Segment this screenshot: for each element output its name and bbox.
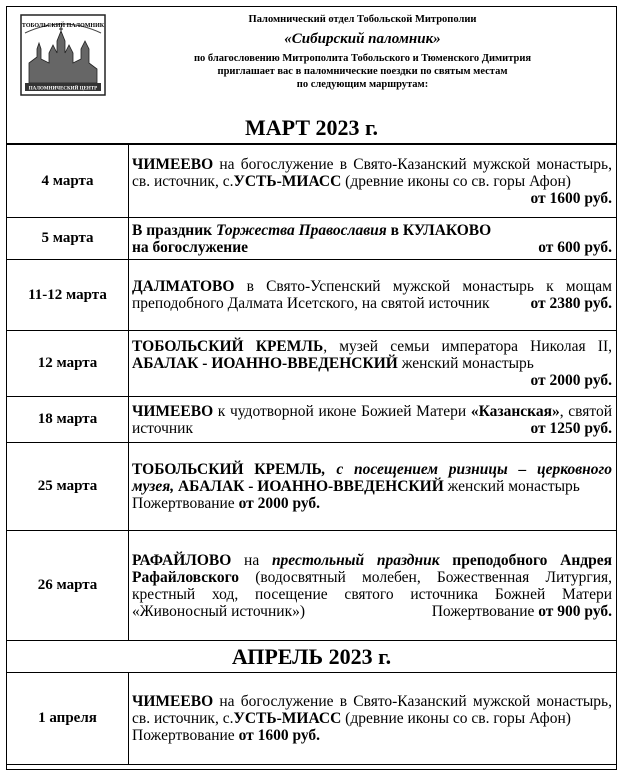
table-row [7, 531, 616, 641]
table-row [7, 218, 616, 260]
trip-price: от 1600 руб. [530, 189, 612, 207]
trip-date: 25 марта [7, 443, 129, 531]
trip-description: В праздник Торжества Православия в КУЛАКОВО на богослужение от 600 руб. [129, 218, 617, 260]
blessing-line: по благословению Митрополита Тобольского и Тюменского Димитрия [193, 53, 532, 64]
flyer-frame [6, 6, 617, 770]
routes-line: по следующим маршрутам: [296, 79, 429, 90]
trip-description: ТОБОЛЬСКИЙ КРЕМЛЬ, музей семьи императора Николая II, АБАЛАК - ИОАННО-ВВЕДЕНСКИЙ женский монастырь от 2000 руб. [129, 331, 617, 397]
month-heading-march: МАРТ 2023 г. [244, 115, 379, 140]
trip-price: от 600 руб. [538, 238, 612, 256]
trip-description: ДАЛМАТОВО в Свято-Успенский мужской монастырь к мощам преподобного Далмата Исетского, на святой источник от 2380 руб. [129, 260, 617, 331]
trip-price: от 900 руб. [538, 602, 612, 620]
header [7, 7, 616, 144]
svg-text:ПАЛОМНИЧЕСКИЙ ЦЕНТР: ПАЛОМНИЧЕСКИЙ ЦЕНТР [28, 86, 98, 92]
table-row [7, 673, 616, 765]
trip-description: ЧИМЕЕВО к чудотворной иконе Божией Матери «Казанская», святой источник от 1250 руб. [129, 397, 617, 443]
program-title: «Сибирский паломник» [284, 31, 441, 47]
trip-description: РАФАЙЛОВО на престольный праздник преподобного Андрея Рафайловского (водосвятный молебен, Божественная Литургия, крестный ход, посещение святого источника Божней Матери «Живоносный источник») Пожертвование от 900 руб. [129, 531, 617, 641]
trip-date: 1 апреля [7, 673, 129, 765]
trip-price: от 1600 руб. [238, 727, 321, 744]
trip-date: 5 марта [7, 218, 129, 260]
table-row [7, 145, 616, 218]
trip-price: от 1250 руб. [530, 419, 612, 437]
month-heading-april: АПРЕЛЬ 2023 г. [7, 641, 616, 673]
table-row [7, 397, 616, 443]
trip-description: ЧИМЕЕВО на богослужение в Свято-Казанский мужской монастырь, св. источник, с.УСТЬ-МИАСС (древние иконы со св. горы Афон) Пожертвование от 1600 руб. [129, 673, 617, 765]
trip-description: ЧИМЕЕВО на богослужение в Свято-Казанский мужской монастырь, св. источник, с.УСТЬ-МИАСС (древние иконы со св. горы Афон) от 1600 руб. [129, 145, 617, 218]
trip-date: 18 марта [7, 397, 129, 443]
schedule-table [7, 144, 616, 765]
trip-date: 12 марта [7, 331, 129, 397]
header-text [117, 13, 608, 91]
table-row [7, 443, 616, 531]
trip-date: 4 марта [7, 145, 129, 218]
trip-price: от 2380 руб. [530, 295, 612, 312]
svg-text:ТОБОЛЬСКИЙ ПАЛОМНИК: ТОБОЛЬСКИЙ ПАЛОМНИК [21, 23, 105, 29]
trip-date: 26 марта [7, 531, 129, 641]
trip-price: от 2000 руб. [238, 495, 321, 512]
trip-description: ТОБОЛЬСКИЙ КРЕМЛЬ, с посещением ризницы – церковного музея, АБАЛАК - ИОАННО-ВВЕДЕНСКИЙ женский монастырь Пожертвование от 2000 руб. [129, 443, 617, 531]
trip-date: 11-12 марта [7, 260, 129, 331]
org-name: Паломнический отдел Тобольской Митрополии [248, 14, 477, 25]
table-row [7, 331, 616, 397]
trip-price: от 2000 руб. [530, 372, 612, 389]
table-row [7, 260, 616, 331]
table-row [7, 641, 616, 673]
invite-line: приглашает вас в паломнические поездки по святым местам [217, 66, 508, 77]
pilgrim-logo-icon [19, 13, 107, 97]
